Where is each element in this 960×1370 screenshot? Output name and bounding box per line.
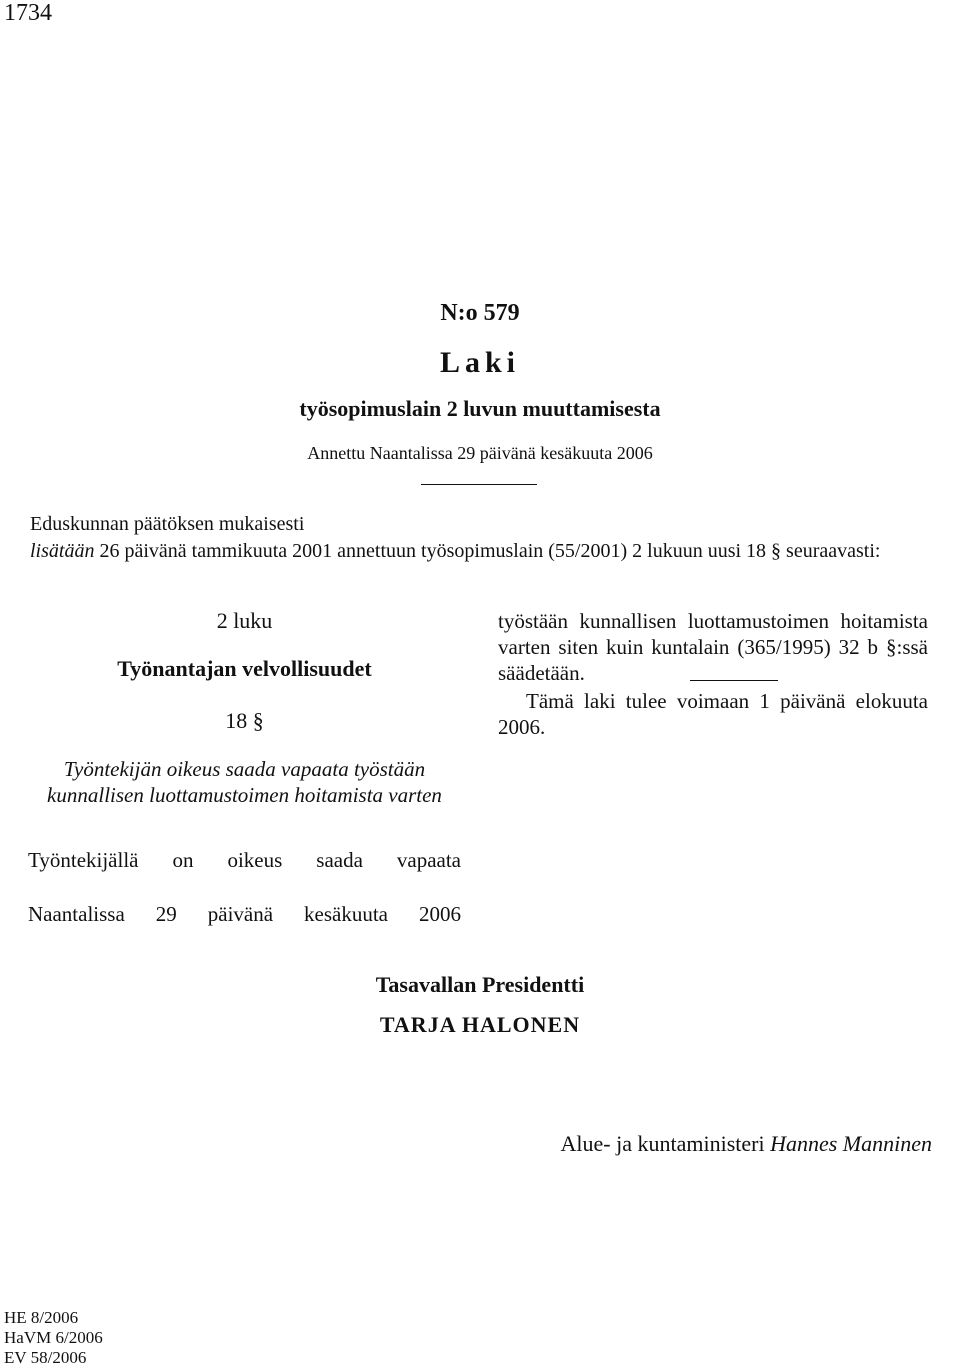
intro-paragraph <box>30 511 940 565</box>
signing-place-date: Naantalissa 29 päivänä kesäkuuta 2006 <box>28 902 461 926</box>
section-number: 18 § <box>225 708 264 733</box>
reference-havm: HaVM 6/2006 <box>4 1328 103 1347</box>
legislative-references <box>4 1308 103 1368</box>
law-number: N:o 579 <box>440 300 520 326</box>
reference-ev: EV 58/2006 <box>4 1348 87 1367</box>
president-title: Tasavallan Presidentti <box>375 972 585 997</box>
president-name: TARJA HALONEN <box>379 1012 581 1037</box>
section-title: Työntekijän oikeus saada vapaata työstään kunnallisen luottamustoimen hoitamista varten <box>47 757 442 807</box>
minister-signature <box>561 1131 932 1157</box>
intro-line-1: Eduskunnan päätöksen mukaisesti <box>30 513 305 535</box>
chapter-heading: 2 luku <box>216 608 273 633</box>
amend-keyword: lisätään <box>30 540 95 562</box>
entry-into-force: Tämä laki tulee voimaan 1 päivänä elokuuta 2006. <box>498 689 928 739</box>
intro-line-2 <box>30 538 940 565</box>
law-title: työsopimuslain 2 luvun muuttamisesta <box>299 396 661 421</box>
law-type-heading: Laki <box>439 346 521 379</box>
page-number: 1734 <box>4 0 52 26</box>
minister-name: Hannes Manninen <box>770 1131 932 1156</box>
reference-he: HE 8/2006 <box>4 1308 79 1327</box>
header-divider <box>421 484 537 485</box>
intro-line-2-rest: 26 päivänä tammikuuta 2001 annettuun työsopimuslain (55/2001) 2 lukuun uusi 18 § seuraavasti: <box>94 540 881 562</box>
minister-title: Alue- ja kuntaministeri <box>560 1131 765 1156</box>
given-date-line: Annettu Naantalissa 29 päivänä kesäkuuta 2006 <box>307 443 653 463</box>
entry-into-force-divider <box>690 680 778 681</box>
chapter-title: Työnantajan velvollisuudet <box>117 656 372 681</box>
section-body-start: Työntekijällä on oikeus saada vapaata <box>28 848 461 872</box>
section-body-continued: työstään kunnallisen luottamustoimen hoitamista varten siten kuin kuntalain (365/1995) 32 b §:ssä säädetään. <box>498 609 928 685</box>
